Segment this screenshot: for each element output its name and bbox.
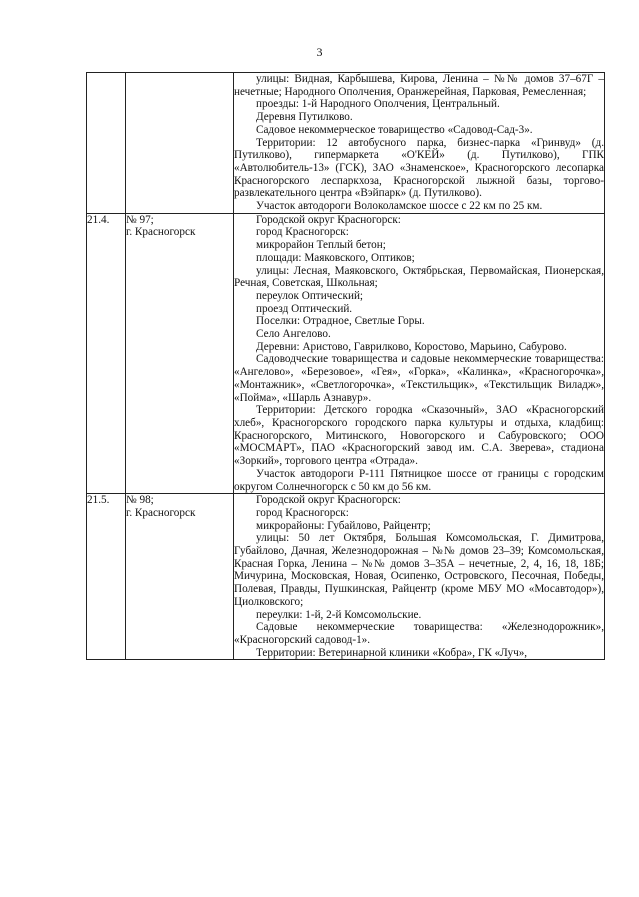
description-cell xyxy=(234,494,605,660)
description-paragraph: микрорайон Теплый бетон; xyxy=(256,239,386,252)
district-name-cell xyxy=(126,494,234,660)
description-paragraph: Городской округ Красногорск: xyxy=(256,494,401,507)
description-cell xyxy=(234,73,605,214)
description-paragraph: Территории: Ветеринарной клиники «Кобра», ГК «Луч», xyxy=(256,646,528,659)
description-paragraph: Деревни: Аристово, Гаврилково, Коростово, Марьино, Сабурово. xyxy=(256,340,567,353)
description-paragraph: Участок автодороги Волоколамское шоссе с 22 км по 25 км. xyxy=(256,200,543,213)
description-paragraph: Село Ангелово. xyxy=(256,328,331,341)
description-paragraph: площади: Маяковского, Оптиков; xyxy=(256,251,415,264)
page-number: 3 xyxy=(316,45,323,59)
description-paragraph: город Красногорск: xyxy=(256,506,349,519)
description-paragraph: Деревня Путилково. xyxy=(256,111,353,124)
districts-table xyxy=(86,72,605,660)
district-number: № 98; xyxy=(126,494,154,507)
description-paragraph: улицы: Видная, Карбышева, Кирова, Ленина – №№ домов 37–67Г – нечетные; Народного Ополчения, Оранжерейная, Парковая, Ремесленная; xyxy=(234,73,604,98)
description-paragraph: Территории: 12 автобусного парка, бизнес-парка «Гринвуд» (д. Путилково), гипермаркета «О'КЕЙ» (д. Путилково), ГПК «Автолюбитель-13» (ГСК), ЗАО «Знаменское», Красногорского лесопарка Красногорского леспаркхоза, Красногорской лыжной базы, торгово-развлекательного центра «Вэйпарк» (д. Путилково). xyxy=(234,136,604,200)
description-paragraph: проезд Оптический. xyxy=(256,302,353,315)
district-name-cell xyxy=(126,73,234,214)
table-row xyxy=(87,213,605,493)
district-number: № 97; xyxy=(126,213,154,226)
district-city: г. Красногорск xyxy=(126,506,196,519)
description-paragraph: переулки: 1-й, 2-й Комсомольские. xyxy=(256,608,422,621)
description-paragraph: Садоводческие товарищества и садовые некоммерческие товарищества: «Ангелово», «Березовое», «Гея», «Горка», «Калинка», «Красногорочка», «Монтажник», «Светлогорочка», «Текстильщик», «Текстильщик Виладж», «Пойма», «Шарль Азнавур». xyxy=(234,353,604,404)
description-paragraph: Участок автодороги Р-111 Пятницкое шоссе от границы с городским округом Солнечногорск с 50 км до 56 км. xyxy=(234,467,604,493)
description-paragraph: проезды: 1-й Народного Ополчения, Центральный. xyxy=(256,98,500,111)
description-paragraph: улицы: 50 лет Октября, Большая Комсомольская, Г. Димитрова, Губайлово, Дачная, Железнодорожная – №№ домов 23–39; Комсомольская, Красная Горка, Ленина – №№ домов 3–35А – нечетные, 2, 4, 16, 18, 18Б; Мичурина, Московская, Новая, Осипенко, Островского, Песочная, Победы, Полевая, Правды, Пушкинская, Райцентр (кроме МБУ МО «Мосавтодор»), Циолковского; xyxy=(234,532,604,608)
description-paragraph: Городской округ Красногорск: xyxy=(256,213,401,226)
description-paragraph: микрорайоны: Губайлово, Райцентр; xyxy=(256,519,431,532)
row-number-cell: 21.4. xyxy=(87,213,126,493)
description-paragraph: город Красногорск: xyxy=(256,226,349,239)
description-paragraph: переулок Оптический; xyxy=(256,289,364,302)
description-paragraph: Садовые некоммерческие товарищества: «Железнодорожник», «Красногорский садовод-1». xyxy=(234,621,604,646)
description-paragraph: улицы: Лесная, Маяковского, Октябрьская, Первомайская, Пионерская, Речная, Советская, Школьная; xyxy=(234,264,604,290)
district-name-cell xyxy=(126,213,234,493)
table-row xyxy=(87,73,605,214)
description-paragraph: Территории: Детского городка «Сказочный», ЗАО «Красногорский хлеб», Красногорского городского парка культуры и отдыха, кладбищ: Красногорского, Митинского, Новогорского и Сабуровского; ООО «МОСМАРТ», ПАО «Красногорский завод им. С.А. Зверева», стадиона «Зоркий», торгового центра «Отрада». xyxy=(234,404,604,468)
row-number-cell xyxy=(87,73,126,214)
description-paragraph: Поселки: Отрадное, Светлые Горы. xyxy=(256,315,425,328)
table-row xyxy=(87,494,605,660)
description-paragraph: Садовое некоммерческое товарищество «Садовод-Сад-3». xyxy=(256,123,533,136)
row-number-cell: 21.5. xyxy=(87,494,126,660)
district-city: г. Красногорск xyxy=(126,226,196,239)
description-cell xyxy=(234,213,605,493)
